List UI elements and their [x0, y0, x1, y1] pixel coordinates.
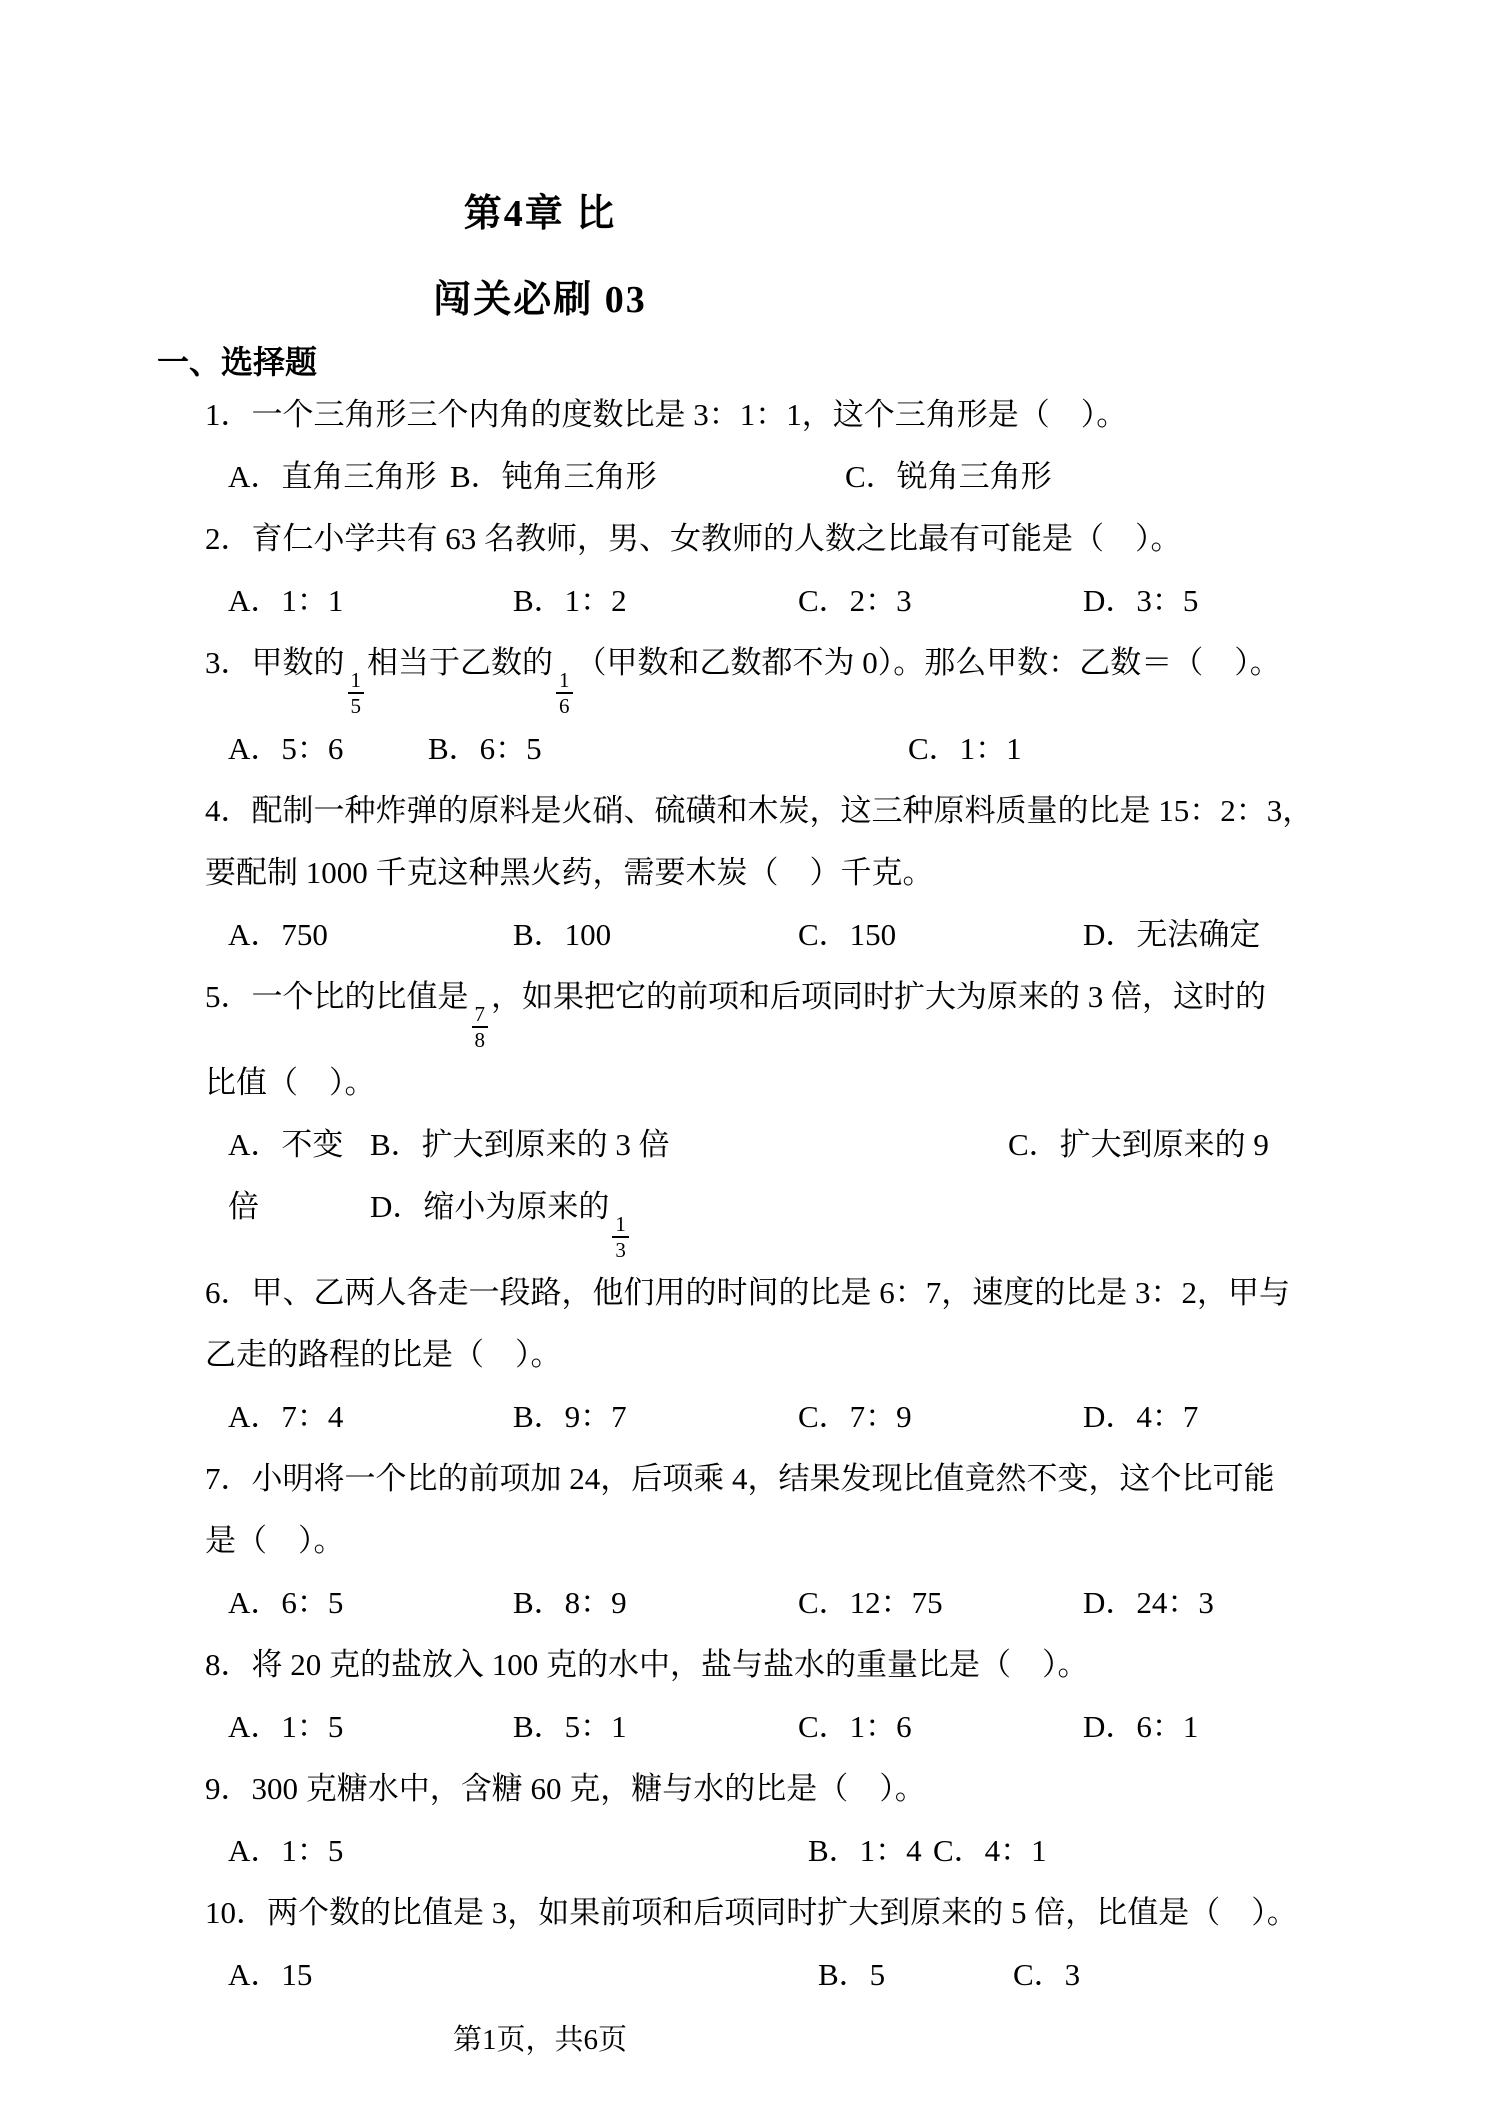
section-heading: 一、选择题: [157, 344, 318, 380]
question-text-line2: 是（ ）。: [205, 1523, 345, 1558]
option-a: A．6：5: [228, 1585, 344, 1620]
option-b: B．1：2: [513, 583, 627, 618]
question-text: 8．将 20 克的盐放入 100 克的水中，盐与盐水的重量比是（ ）。: [205, 1647, 1089, 1682]
question-text-line1: 7．小明将一个比的前项加 24，后项乘 4，结果发现比值竟然不变，这个比可能: [205, 1461, 1275, 1496]
question-text-line2: 乙走的路程的比是（ ）。: [205, 1337, 562, 1372]
options-row: [0, 904, 1488, 966]
option-d: D．4：7: [1083, 1399, 1199, 1434]
option-b: B．扩大到原来的 3 倍: [370, 1127, 670, 1162]
question-text-line1: 6．甲、乙两人各走一段路，他们用的时间的比是 6：7，速度的比是 3：2，甲与: [205, 1275, 1290, 1310]
options-row: [0, 446, 1488, 508]
fraction: [556, 668, 573, 718]
option-c: C．3: [1013, 1957, 1081, 1992]
option-a: A．15: [228, 1957, 313, 1992]
question-text-segment: 3．甲数的: [205, 645, 345, 680]
option-c: C．12：75: [798, 1585, 943, 1620]
option-a: A．1：5: [228, 1833, 344, 1868]
option-a: A．1：5: [228, 1709, 344, 1744]
fraction-denominator: 3: [615, 1238, 626, 1262]
option-c: C．2：3: [798, 583, 912, 618]
option-d: D．24：3: [1083, 1585, 1214, 1620]
fraction: [612, 1212, 629, 1262]
question-9: [0, 1758, 1488, 1882]
fraction-denominator: 8: [474, 1028, 485, 1052]
question-text: 2．育仁小学共有 63 名教师，男、女教师的人数之比最有可能是（ ）。: [205, 521, 1182, 556]
options-row: [0, 1820, 1488, 1882]
fraction: [472, 1002, 489, 1052]
page-title: 第4章 比: [463, 193, 617, 235]
option-b: B．6：5: [428, 731, 542, 766]
options-row: [0, 1944, 1488, 2006]
question-text: [0, 632, 1488, 718]
question-4: [0, 780, 1488, 966]
option-c: C．7：9: [798, 1399, 912, 1434]
question-1: [0, 384, 1488, 508]
option-c: C．1：1: [908, 731, 1022, 766]
options-row: [0, 1572, 1488, 1634]
fraction-denominator: 5: [350, 694, 361, 718]
option-d-text: D．缩小为原来的: [370, 1189, 610, 1224]
page-subtitle: 闯关必刷 03: [433, 279, 647, 321]
option-c: C．4：1: [933, 1833, 1047, 1868]
fraction-numerator: 1: [348, 668, 365, 694]
options-row: [0, 1176, 1488, 1262]
option-d: D．无法确定: [1083, 917, 1261, 952]
question-3: [0, 632, 1488, 780]
option-d: D．6：1: [1083, 1709, 1199, 1744]
question-8: [0, 1634, 1488, 1758]
question-text-segment: 5．一个比的比值是: [205, 979, 469, 1014]
question-text: 10．两个数的比值是 3，如果前项和后项同时扩大到原来的 5 倍，比值是（ ）。: [205, 1895, 1298, 1930]
question-5: [0, 966, 1488, 1262]
option-b: B．5: [818, 1957, 886, 1992]
question-6: [0, 1262, 1488, 1448]
question-text-segment: （甲数和乙数都不为 0）。那么甲数：乙数＝（ ）。: [575, 645, 1281, 680]
question-text-line2: 要配制 1000 千克这种黑火药，需要木炭（ ）千克。: [205, 855, 934, 890]
question-2: [0, 508, 1488, 632]
question-text-segment: 相当于乙数的: [367, 645, 553, 680]
options-row: [0, 570, 1488, 632]
fraction: [348, 668, 365, 718]
option-c: C．锐角三角形: [845, 459, 1052, 494]
option-d: [370, 1176, 632, 1262]
option-c: C．150: [798, 917, 897, 952]
options-row: [0, 718, 1488, 780]
page-number-footer: 第1页，共6页: [452, 2024, 627, 2056]
option-c-wrap: 倍: [228, 1189, 259, 1224]
option-d: D．3：5: [1083, 583, 1199, 618]
option-a: A．直角三角形: [228, 459, 437, 494]
option-b: B．5：1: [513, 1709, 627, 1744]
option-b: B．钝角三角形: [450, 459, 657, 494]
question-text-line1: [0, 966, 1488, 1052]
option-a: A．7：4: [228, 1399, 344, 1434]
option-a: A．不变: [228, 1127, 344, 1162]
option-b: B．9：7: [513, 1399, 627, 1434]
question-text-line1: 4．配制一种炸弹的原料是火硝、硫磺和木炭，这三种原料质量的比是 15：2：3，: [205, 793, 1314, 828]
question-text: 1．一个三角形三个内角的度数比是 3：1：1，这个三角形是（ ）。: [205, 397, 1128, 432]
option-c: C．扩大到原来的 9: [1008, 1127, 1269, 1162]
option-b: B．8：9: [513, 1585, 627, 1620]
options-row: [0, 1386, 1488, 1448]
question-text-segment: ，如果把它的前项和后项同时扩大为原来的 3 倍，这时的: [491, 979, 1266, 1014]
question-10: [0, 1882, 1488, 2006]
option-a: A．750: [228, 917, 328, 952]
question-7: [0, 1448, 1488, 1634]
options-row: [0, 1114, 1488, 1176]
options-row: [0, 1696, 1488, 1758]
fraction-numerator: 1: [612, 1212, 629, 1238]
fraction-denominator: 6: [559, 694, 570, 718]
option-b: B．1：4: [808, 1833, 922, 1868]
option-c: C．1：6: [798, 1709, 912, 1744]
question-text-line2: 比值（ ）。: [205, 1065, 376, 1100]
fraction-numerator: 1: [556, 668, 573, 694]
option-a: A．5：6: [228, 731, 344, 766]
question-text: 9．300 克糖水中，含糖 60 克，糖与水的比是（ ）。: [205, 1771, 926, 1806]
fraction-numerator: 7: [472, 1002, 489, 1028]
option-a: A．1：1: [228, 583, 344, 618]
option-b: B．100: [513, 917, 612, 952]
